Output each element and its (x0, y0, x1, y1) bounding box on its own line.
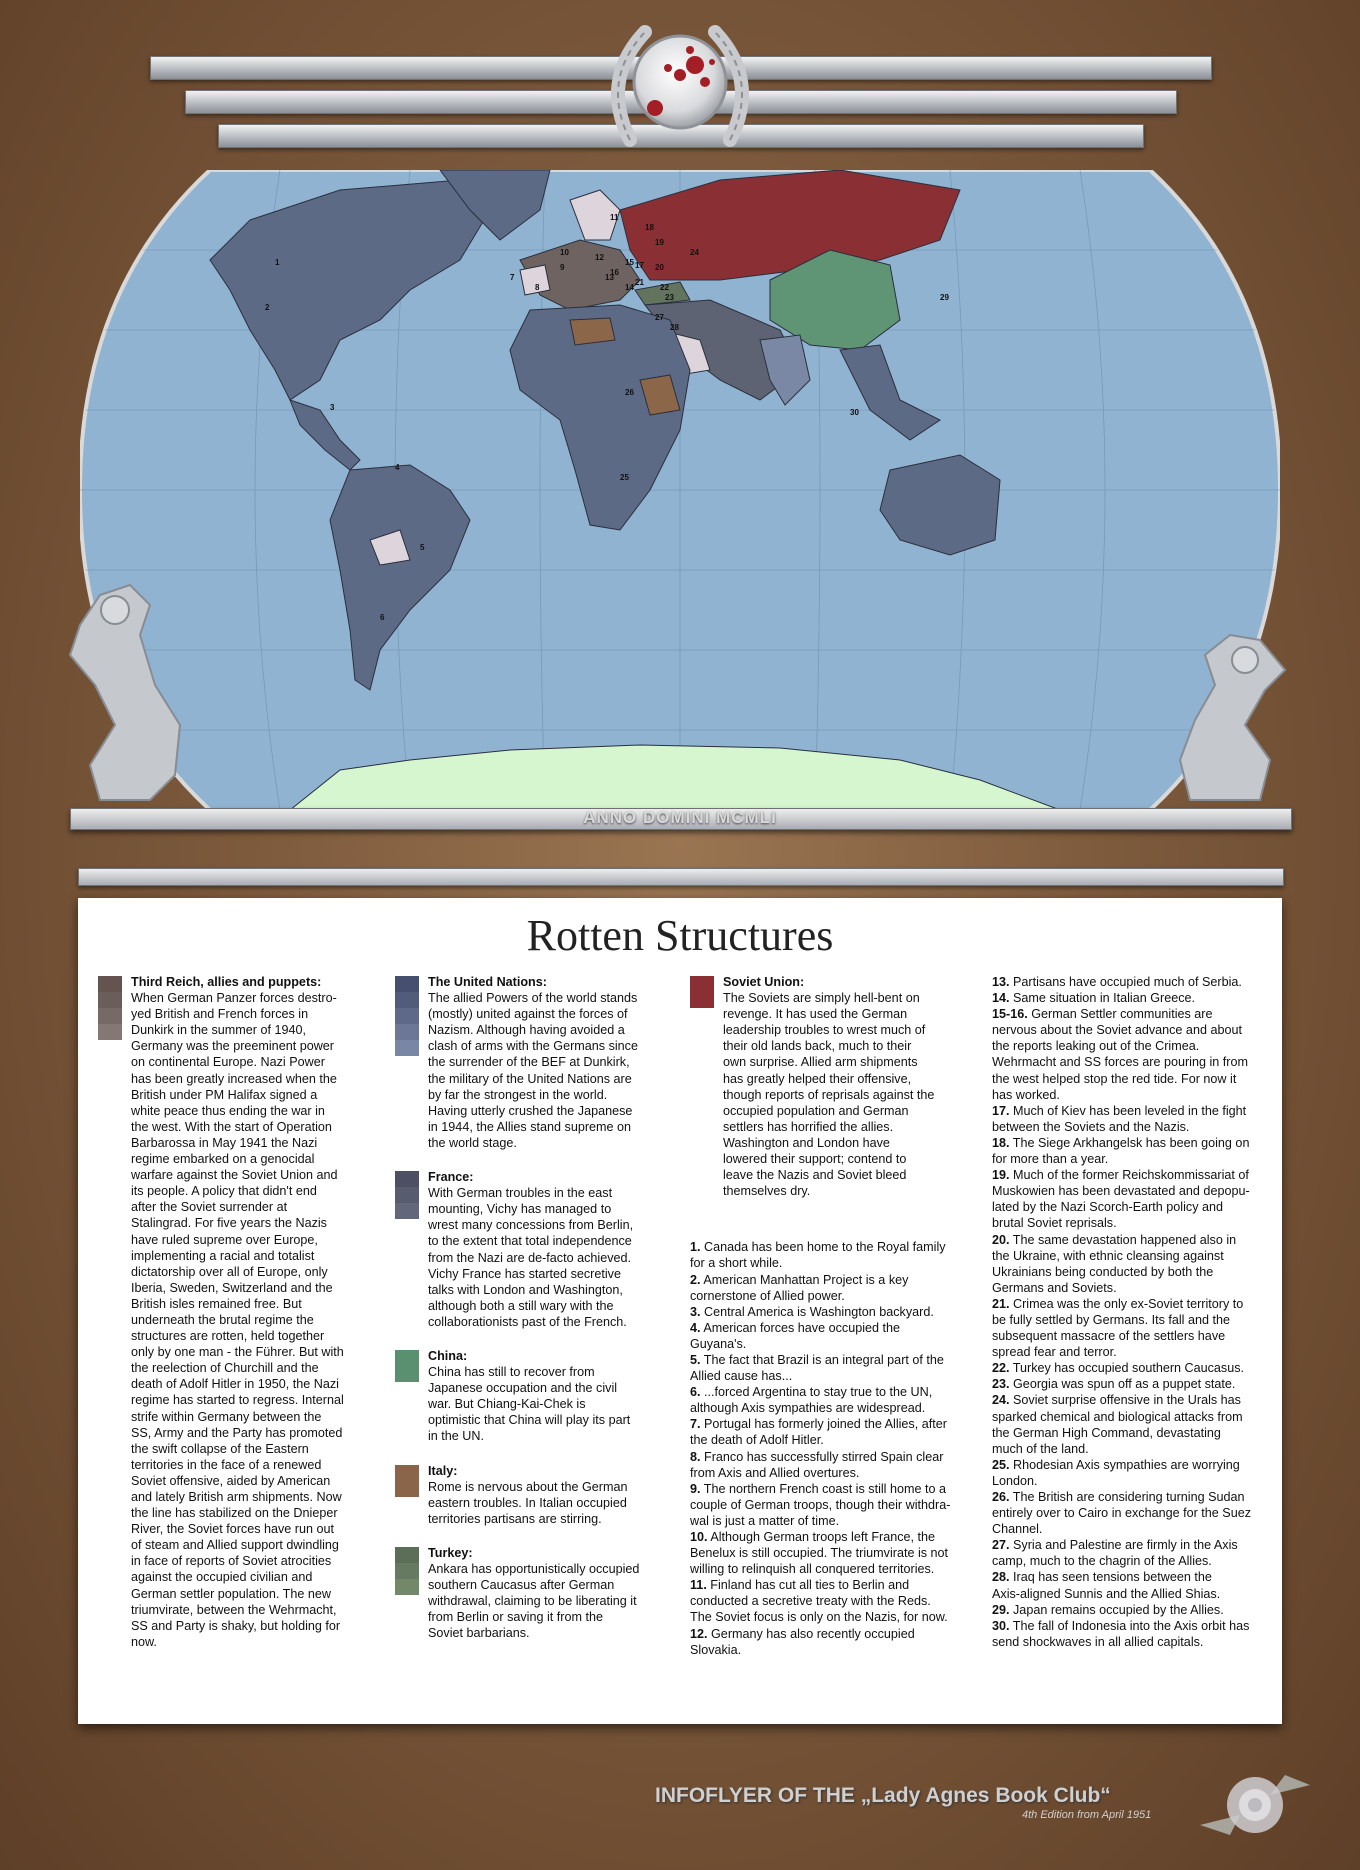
map-region-number: 16 (610, 268, 619, 277)
note-number: 10. (690, 1530, 708, 1544)
note-item (992, 974, 1277, 990)
note-text: Portugal has formerly joined the Allies, after the death of Adolf Hitler. (690, 1417, 947, 1448)
note-item (690, 1449, 980, 1481)
note-number: 30. (992, 1618, 1010, 1633)
swatch-color-block (395, 1481, 419, 1497)
legend-title: The United Nations: (428, 975, 547, 989)
legend-title: France: (428, 1170, 474, 1185)
note-number: 23. (992, 1377, 1010, 1392)
note-text: Soviet surprise offensive in the Urals has sparked chemical and biological attacks from the German High Command, devastating much of the land. (992, 1393, 1243, 1456)
map-region-number: 8 (535, 283, 540, 292)
italian-africa (570, 318, 615, 345)
note-number: 15-16. (992, 1007, 1028, 1022)
note-item (690, 1626, 980, 1658)
panel-title: Rotten Structures (526, 911, 834, 960)
map-region-number: 19 (655, 238, 664, 247)
legend-body: Rome is nervous about the German eastern troubles. In Italian occupied territories partisans are stirring. (428, 1479, 628, 1526)
un-wreath-emblem (600, 20, 760, 160)
note-item (690, 1481, 980, 1529)
note-text: Iraq has seen tensions between the Axis-aligned Sunnis and the Allied Shias. (992, 1570, 1221, 1601)
note-text: Much of the former Reichskommissariat of Muskowien has been devastated and depopu- lated by the Nazi Scorch-Earth policy and brutal Soviet reprisals. (992, 1168, 1250, 1231)
note-item (992, 1006, 1277, 1103)
legend-title: China: (428, 1348, 468, 1363)
column-4 (992, 974, 1277, 1650)
map-region-number: 12 (595, 253, 604, 262)
column-3 (690, 974, 980, 1658)
note-number: 4. (690, 1320, 701, 1335)
legend-entry-soviet-union (690, 974, 980, 1199)
swatch-color-block (395, 1366, 419, 1382)
note-number: 3. (690, 1304, 701, 1319)
legend-body: When German Panzer forces destro- yed British and French forces in Dunkirk in the summer of 1940, Germany was the preeminent power on continental Europe. Nazi Power has been greatly increased when the British under PM Halifax signed a white peace thus ending the war in the west. With the start of Operation Barbarossa in May 1941 the Nazi regime embarked on a genocidal warfare against the Soviet Union and its people. A policy that didn't end after the Soviet surrender at Stalingrad. For five years the Nazis have ruled supreme over Europe, implementing a racial and totalist dictatorship over all of Europe, only Iberia, Sweden, Switzerland and the British isles remained free. But underneath the brutal regime the structures are rotten, held together only by one man - the Führer. But with the reelection of Churchill and the death of Adolf Hitler in 1950, the Nazi regime has started to regress. Internal strife within Germany between the SS, Army and the Party has promoted the swift collapse of the Eastern territories in the face of a renewed Soviet offensive, aided by American and lately British arm shipments. Now the line has stabilized on the Dnieper River, the Soviet forces have run out of steam and Allied support dwindling in face of reports of Soviet atrocities against the occupied civilian and German settler population. The new triumvirate, between the Wehrmacht, SS and Party is shaky, but holding for now. (131, 991, 344, 1649)
note-text: German Settler communities are nervous about the Soviet advance and about the reports leaking out of the Crimea. Wehrmacht and SS forces are pouring in from the west helped stop the red tide. For now it has worked. (992, 1007, 1248, 1102)
note-text: The British are considering turning Sudan entirely over to Cairo in exchange for the Suez Channel. (992, 1490, 1252, 1537)
note-number: 6. (690, 1385, 701, 1400)
legend-entry-france (395, 1169, 655, 1330)
map-region-number: 21 (635, 278, 644, 287)
swatch-color-block (690, 992, 714, 1008)
note-item (992, 1167, 1277, 1231)
note-text: Crimea was the only ex-Soviet territory to be fully settled by Germans. Its fall and the subsequent massacre of the settlers have spread fear and terror. (992, 1296, 1244, 1360)
note-text: The fall of Indonesia into the Axis orbit has send shockwaves in all allied capitals. (992, 1618, 1250, 1649)
swatch-color-block (395, 1350, 419, 1366)
note-item (992, 1135, 1277, 1167)
map-region-number: 15 (625, 258, 634, 267)
footer-subtitle: 4th Edition from April 1951 (1022, 1809, 1152, 1821)
map-region-number: 10 (560, 248, 569, 257)
note-text: The Siege Arkhangelsk has been going on for more than a year. (992, 1135, 1250, 1167)
note-number: 20. (992, 1232, 1010, 1247)
legend-title: Third Reich, allies and puppets: (131, 975, 322, 989)
note-item (992, 1618, 1277, 1650)
legend-body: With German troubles in the east mounting, Vichy has managed to wrest many concessions from Berlin, to the extent that total independence from the Nazi are de-facto achieved. Vichy France has started secretive talks with London and Washington, although both a still wary with the collaborationists past of the French. (428, 1186, 634, 1329)
legend-entry-third-reich (98, 974, 348, 1650)
note-item (992, 1103, 1277, 1135)
numbered-notes-part-1 (690, 1239, 980, 1657)
swatch-color-block (395, 992, 419, 1008)
panel-top-rail (78, 868, 1284, 886)
map-region-number: 18 (645, 223, 654, 232)
note-text: Partisans have occupied much of Serbia. (1009, 975, 1242, 989)
legend-entry-united-nations (395, 974, 655, 1151)
legend-swatch-united-nations (395, 976, 419, 1056)
swatch-color-block (395, 976, 419, 992)
map-region-number: 20 (655, 263, 664, 272)
engraving-text: ANNO DOMINI MCMLI (583, 808, 777, 827)
legend-body: Ankara has opportunistically occupied southern Caucasus after German withdrawal, claiming to be liberating it from Berlin or saving it from the Soviet barbarians. (428, 1562, 640, 1641)
legend-title: Italy: (428, 1463, 458, 1478)
footer-title: INFOFLYER OF THE „Lady Agnes Book Club“ (655, 1784, 1111, 1807)
map-region-number: 11 (610, 213, 619, 222)
note-number: 24. (992, 1393, 1010, 1408)
swatch-color-block (395, 1203, 419, 1219)
note-item (690, 1529, 980, 1577)
note-text: Same situation in Italian Greece. (1009, 991, 1196, 1006)
note-number: 27. (992, 1538, 1010, 1553)
map-region-number: 23 (665, 293, 674, 302)
map-region-number: 27 (655, 313, 664, 322)
note-text: Japan remains occupied by the Allies. (1009, 1602, 1224, 1617)
note-text: Finland has cut all ties to Berlin and conducted a secretive treaty with the Reds. The Soviet focus is only on the Nazis, for now. (690, 1578, 948, 1625)
map-region-number: 4 (395, 463, 400, 472)
note-text: Georgia was spun off as a puppet state. (1009, 1377, 1236, 1392)
note-item (690, 1416, 980, 1448)
map-region-number: 17 (635, 261, 644, 270)
map-region-number: 29 (940, 293, 949, 302)
swatch-color-block (395, 1579, 419, 1595)
note-item (690, 1384, 980, 1416)
map-region-number: 26 (625, 388, 634, 397)
note-item (690, 1304, 980, 1320)
legend-swatch-turkey (395, 1547, 419, 1595)
map-region-number: 22 (660, 283, 669, 292)
note-number: 11. (690, 1578, 707, 1593)
rose-icon (1190, 1755, 1320, 1855)
note-item (992, 990, 1277, 1006)
swatch-color-block (395, 1187, 419, 1203)
note-text: The northern French coast is still home to a couple of German troops, though their withdra- wal is just a matter of time. (690, 1481, 951, 1528)
map-region-number: 6 (380, 613, 385, 622)
swatch-color-block (98, 976, 122, 992)
atlas-statue-right (1160, 630, 1300, 810)
swatch-color-block (690, 976, 714, 992)
note-text: Turkey has occupied southern Caucasus. (1009, 1361, 1245, 1376)
note-text: Syria and Palestine are firmly in the Axis camp, much to the chagrin of the Allies. (992, 1538, 1238, 1569)
note-item (992, 1376, 1277, 1392)
legend-swatch-france (395, 1171, 419, 1219)
note-item (690, 1352, 980, 1384)
legend-title: Soviet Union: (723, 975, 805, 989)
map-region-number: 7 (510, 273, 515, 282)
map-region-number: 14 (625, 283, 634, 292)
note-number: 5. (690, 1352, 701, 1367)
column-2 (395, 974, 655, 1659)
legend-entry-turkey (395, 1545, 655, 1642)
map-region-number: 28 (670, 323, 679, 332)
note-number: 7. (690, 1417, 701, 1432)
legend-title: Turkey: (428, 1545, 473, 1560)
swatch-color-block (395, 1171, 419, 1187)
map-region-number: 25 (620, 473, 629, 482)
numbered-notes-part-2 (992, 974, 1277, 1650)
note-item (992, 1537, 1277, 1569)
note-text: Much of Kiev has been leveled in the fight between the Soviets and the Nazis. (992, 1103, 1247, 1134)
legend-swatch-italy (395, 1465, 419, 1497)
swatch-color-block (395, 1040, 419, 1056)
note-number: 9. (690, 1481, 701, 1496)
note-text: Although German troops left France, the Benelux is still occupied. The triumvirate is not willing to relinquish all conquered territories. (690, 1530, 949, 1577)
note-number: 21. (992, 1296, 1010, 1311)
note-text: Central America is Washington backyard. (700, 1304, 934, 1319)
note-number: 25. (992, 1457, 1010, 1472)
note-text: Canada has been home to the Royal family for a short while. (690, 1240, 946, 1271)
note-item (992, 1296, 1277, 1360)
legend-body: The allied Powers of the world stands (mostly) united against the forces of Nazism. Although having avoided a clash of arms with the Germans since the surrender of the BEF at Dunkirk, the military of the United Nations are by far the strongest in the world. Having utterly crushed the Japanese in 1944, the Allies stand supreme on the world stage. (428, 991, 638, 1150)
legend-entry-china (395, 1348, 655, 1445)
map-region-number: 1 (275, 258, 280, 267)
note-item (690, 1239, 980, 1271)
note-text: Franco has successfully stirred Spain clear from Axis and Allied overtures. (690, 1449, 944, 1480)
note-number: 14. (992, 991, 1010, 1006)
swatch-color-block (395, 1024, 419, 1040)
legend-body: China has still to recover from Japanese occupation and the civil war. But Chiang-Kai-Chek is optimistic that China will play its part in the UN. (428, 1365, 631, 1444)
note-item (992, 1489, 1277, 1537)
map-region-number: 13 (605, 273, 614, 282)
note-text: The fact that Brazil is an integral part of the Allied cause has... (690, 1352, 944, 1384)
note-item (992, 1232, 1277, 1296)
note-item (690, 1577, 980, 1625)
note-item (690, 1320, 980, 1352)
swatch-color-block (98, 1008, 122, 1024)
note-number: 28. (992, 1570, 1010, 1585)
map-region-number: 30 (850, 408, 859, 417)
column-1 (98, 974, 348, 1668)
swatch-color-block (98, 1024, 122, 1040)
note-item (992, 1360, 1277, 1376)
note-number: 19. (992, 1168, 1010, 1183)
info-panel (78, 898, 1282, 1724)
note-number: 17. (992, 1103, 1010, 1118)
note-item (992, 1569, 1277, 1601)
map-region-number: 24 (690, 248, 699, 257)
note-number: 1. (690, 1240, 701, 1255)
note-text: American Manhattan Project is a key cornerstone of Allied power. (690, 1272, 909, 1303)
atlas-statue-left (60, 575, 200, 810)
note-item (690, 1272, 980, 1304)
map-region-number: 5 (420, 543, 425, 552)
note-text: ...forced Argentina to stay true to the UN, although Axis sympathies are widespread. (690, 1385, 933, 1416)
note-text: American forces have occupied the Guyana's. (690, 1320, 901, 1351)
swatch-color-block (395, 1563, 419, 1579)
note-number: 2. (690, 1272, 701, 1287)
map-region-number: 2 (265, 303, 270, 312)
note-number: 13. (992, 975, 1010, 989)
swatch-color-block (395, 1008, 419, 1024)
note-item (992, 1392, 1277, 1456)
legend-swatch-soviet-union (690, 976, 714, 1008)
legend-body: The Soviets are simply hell-bent on revenge. It has used the German leadership troubles to wrest much of their old lands back, much to their own surprise. Allied arm shipments has greatly helped their offensive, though reports of reprisals against the occupied population and German settlers has horrified the allies. Washington and London have lowered their support; contend to leave the Nazis and Soviet bleed themselves dry. (723, 991, 935, 1199)
note-item (992, 1602, 1277, 1618)
note-text: Rhodesian Axis sympathies are worrying London. (992, 1457, 1240, 1488)
swatch-color-block (395, 1547, 419, 1563)
note-number: 12. (690, 1626, 708, 1641)
note-number: 26. (992, 1490, 1010, 1504)
note-item (992, 1457, 1277, 1489)
legend-swatch-china (395, 1350, 419, 1382)
swatch-color-block (98, 992, 122, 1008)
legend-entry-italy (395, 1463, 655, 1527)
legend-swatch-third-reich (98, 976, 122, 1040)
note-number: 22. (992, 1361, 1010, 1376)
note-number: 8. (690, 1449, 701, 1464)
map-region-number: 3 (330, 403, 335, 412)
note-text: Germany has also recently occupied Slovakia. (690, 1626, 915, 1657)
map-region-number: 9 (560, 263, 565, 272)
world-map (80, 170, 1280, 810)
note-number: 29. (992, 1602, 1010, 1617)
note-number: 18. (992, 1135, 1010, 1150)
swatch-color-block (395, 1465, 419, 1481)
note-text: The same devastation happened also in the Ukraine, with ethnic cleansing against Ukrainians being conducted by both the Germans and Soviets. (992, 1232, 1237, 1295)
